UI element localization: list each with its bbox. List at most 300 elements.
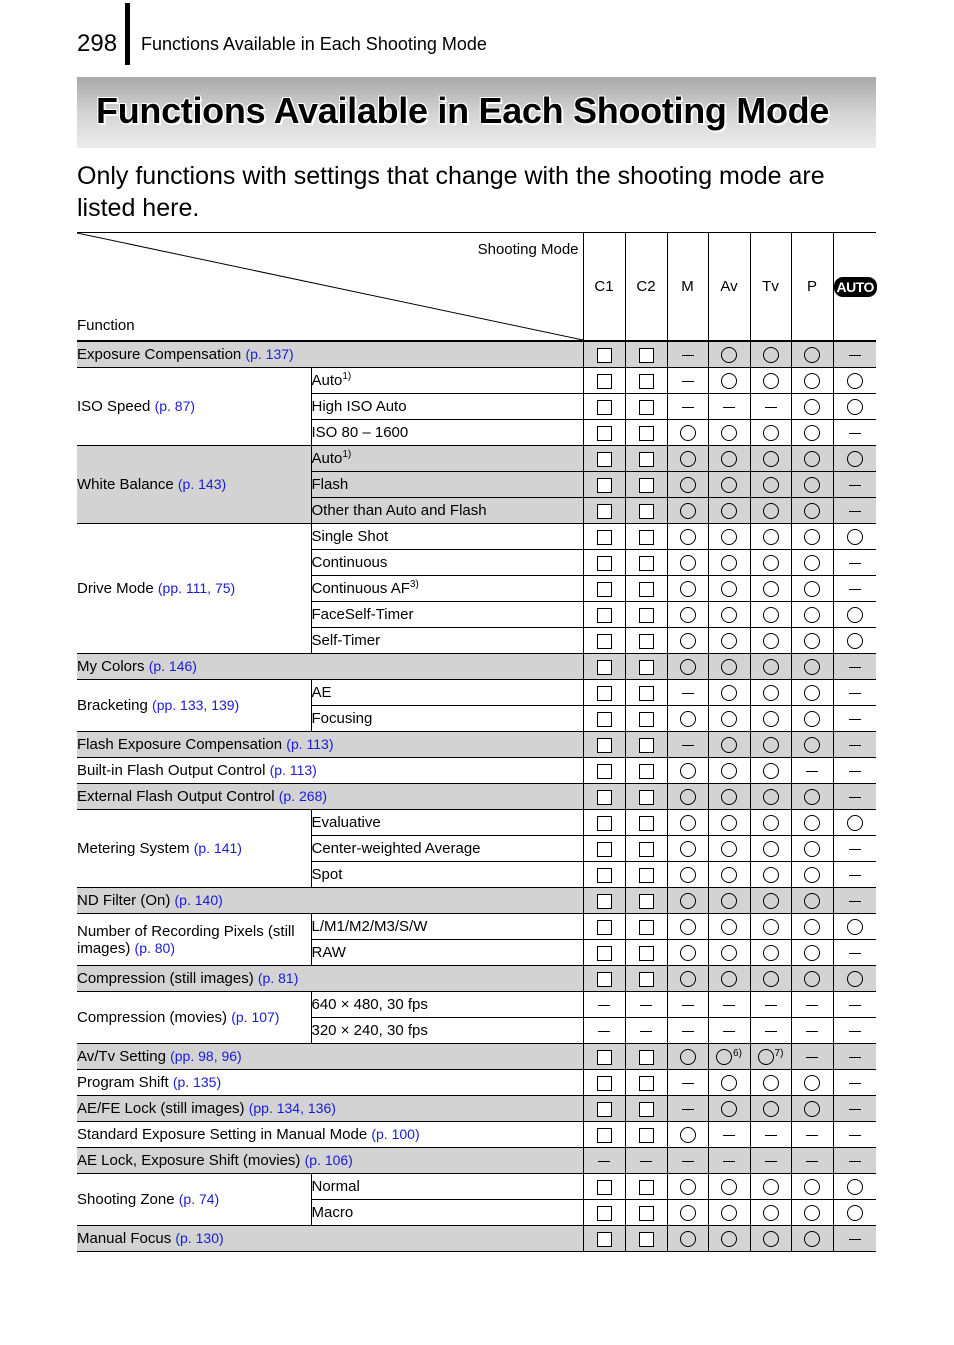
- circle-icon: [721, 763, 737, 779]
- sub-option-label: Spot: [311, 866, 343, 883]
- square-icon: [639, 972, 654, 987]
- page-reference-link[interactable]: (p. 100): [371, 1126, 420, 1142]
- sub-option-cell: [311, 810, 583, 836]
- mode-availability-cell: [833, 524, 876, 550]
- square-icon: [639, 920, 654, 935]
- sub-option-cell: [311, 1200, 583, 1226]
- mode-availability-cell: [750, 446, 791, 472]
- mode-availability-cell: [708, 966, 750, 992]
- circle-icon: [680, 425, 696, 441]
- mode-availability-cell: [791, 420, 833, 446]
- circle-icon: [721, 841, 737, 857]
- square-icon: [639, 738, 654, 753]
- mode-availability-cell: [667, 1018, 708, 1044]
- function-name-cell: [77, 1070, 583, 1096]
- mode-availability-cell: [833, 341, 876, 368]
- mode-availability-cell: [708, 1200, 750, 1226]
- dash-icon: [849, 1083, 861, 1084]
- circle-icon: [804, 659, 820, 675]
- mode-availability-cell: [791, 472, 833, 498]
- square-icon: [597, 478, 612, 493]
- mode-availability-cell: [833, 1018, 876, 1044]
- circle-icon: [763, 1205, 779, 1221]
- circle-icon: [763, 1101, 779, 1117]
- page-reference-link[interactable]: (p. 137): [245, 346, 294, 362]
- mode-availability-cell: [667, 420, 708, 446]
- function-name: White Balance: [77, 476, 174, 493]
- mode-availability-cell: [833, 472, 876, 498]
- mode-availability-cell: [791, 1122, 833, 1148]
- circle-icon: [763, 373, 779, 389]
- square-icon: [639, 1128, 654, 1143]
- sub-option-cell: [311, 628, 583, 654]
- mode-availability-cell: [750, 1096, 791, 1122]
- mode-availability-cell: [750, 602, 791, 628]
- mode-availability-cell: [625, 341, 667, 368]
- sub-option-cell: [311, 836, 583, 862]
- mode-availability-cell: [750, 1226, 791, 1252]
- page-number: 298: [77, 30, 118, 57]
- dash-icon: [682, 381, 694, 382]
- mode-availability-cell: [583, 680, 625, 706]
- function-name: Metering System: [77, 840, 190, 857]
- mode-availability-cell: [791, 1200, 833, 1226]
- circle-icon: [758, 1049, 774, 1065]
- square-icon: [639, 504, 654, 519]
- page-reference-link[interactable]: (p. 268): [278, 788, 328, 804]
- square-icon: [639, 660, 654, 675]
- square-icon: [597, 946, 612, 961]
- mode-availability-cell: [667, 602, 708, 628]
- circle-icon: [680, 451, 696, 467]
- circle-icon: [680, 503, 696, 519]
- function-name-cell: [77, 914, 311, 966]
- circle-icon: [763, 867, 779, 883]
- circle-icon: [847, 971, 863, 987]
- mode-availability-cell: [625, 940, 667, 966]
- circle-icon: [804, 789, 820, 805]
- circle-icon: [721, 659, 737, 675]
- circle-icon: [804, 893, 820, 909]
- circle-icon: [721, 1231, 737, 1247]
- circle-icon: [680, 581, 696, 597]
- dash-icon: [765, 1135, 777, 1136]
- mode-availability-cell: [625, 732, 667, 758]
- mode-availability-cell: [667, 1044, 708, 1070]
- sub-option-label: RAW: [311, 944, 346, 961]
- circle-icon: [763, 815, 779, 831]
- mode-availability-cell: [791, 368, 833, 394]
- mode-availability-cell: [750, 940, 791, 966]
- square-icon: [639, 1180, 654, 1195]
- function-name-cell: [77, 1096, 583, 1122]
- sub-option-cell: [311, 940, 583, 966]
- footnote-marker: 3): [409, 579, 419, 590]
- dash-icon: [849, 485, 861, 486]
- circle-icon: [763, 763, 779, 779]
- square-icon: [639, 842, 654, 857]
- circle-icon: [763, 971, 779, 987]
- circle-icon: [721, 373, 737, 389]
- square-icon: [639, 1050, 654, 1065]
- page-reference-link[interactable]: (p. 130): [175, 1230, 224, 1246]
- page-reference-link[interactable]: (p. 87): [154, 398, 196, 414]
- square-icon: [597, 426, 612, 441]
- mode-availability-cell: [583, 758, 625, 784]
- mode-availability-cell: [583, 888, 625, 914]
- dash-icon: [640, 1031, 652, 1032]
- mode-availability-cell: [833, 1070, 876, 1096]
- mode-availability-cell: [708, 472, 750, 498]
- mode-availability-cell: [625, 368, 667, 394]
- mode-availability-cell: [791, 524, 833, 550]
- dash-icon: [682, 1005, 694, 1006]
- square-icon: [639, 374, 654, 389]
- circle-icon: [804, 1231, 820, 1247]
- mode-availability-cell: [750, 1174, 791, 1200]
- table-row: [77, 1122, 876, 1148]
- square-icon: [639, 1076, 654, 1091]
- circle-icon: [721, 1179, 737, 1195]
- mode-availability-cell: [583, 394, 625, 420]
- dash-icon: [849, 875, 861, 876]
- square-icon: [597, 634, 612, 649]
- dash-icon: [849, 953, 861, 954]
- circle-icon: [804, 477, 820, 493]
- mode-availability-cell: [833, 1200, 876, 1226]
- dash-icon: [598, 1161, 610, 1162]
- square-icon: [639, 894, 654, 909]
- mode-availability-cell: [583, 341, 625, 368]
- sub-option-cell: [311, 1174, 583, 1200]
- circle-icon: [721, 555, 737, 571]
- square-icon: [597, 504, 612, 519]
- mode-availability-cell: [708, 836, 750, 862]
- page-reference-link[interactable]: (p. 140): [174, 892, 223, 908]
- mode-availability-cell: [750, 810, 791, 836]
- circle-icon: [680, 1127, 696, 1143]
- table-row: [77, 992, 876, 1018]
- mode-availability-cell: [667, 758, 708, 784]
- mode-availability-cell: [583, 1148, 625, 1174]
- mode-availability-cell: [667, 836, 708, 862]
- function-name-cell: [77, 888, 583, 914]
- auto-mode-icon: AUTO: [834, 277, 877, 297]
- circle-icon: [680, 1179, 696, 1195]
- square-icon: [639, 764, 654, 779]
- circle-icon: [847, 815, 863, 831]
- mode-availability-cell: [625, 602, 667, 628]
- circle-icon: [847, 607, 863, 623]
- circle-icon: [763, 1075, 779, 1091]
- mode-availability-cell: [708, 940, 750, 966]
- sub-option-label: Evaluative: [311, 814, 381, 831]
- dash-icon: [682, 1109, 694, 1110]
- table-row: [77, 888, 876, 914]
- circle-icon: [804, 1205, 820, 1221]
- mode-availability-cell: [750, 1044, 791, 1070]
- mode-availability-cell: [750, 1122, 791, 1148]
- function-name: My Colors: [77, 658, 145, 675]
- mode-availability-cell: [708, 862, 750, 888]
- mode-availability-cell: [625, 420, 667, 446]
- dash-icon: [682, 355, 694, 356]
- dash-icon: [682, 1161, 694, 1162]
- function-name-cell: [77, 732, 583, 758]
- mode-availability-cell: [791, 654, 833, 680]
- dash-icon: [598, 1031, 610, 1032]
- mode-availability-cell: [583, 784, 625, 810]
- square-icon: [639, 556, 654, 571]
- mode-availability-cell: [667, 472, 708, 498]
- mode-availability-cell: [833, 1148, 876, 1174]
- mode-availability-cell: [791, 1174, 833, 1200]
- function-name: AE Lock, Exposure Shift (movies): [77, 1152, 301, 1169]
- table-row: [77, 654, 876, 680]
- mode-availability-cell: [708, 341, 750, 368]
- circle-icon: [680, 945, 696, 961]
- dash-icon: [849, 797, 861, 798]
- dash-icon: [849, 589, 861, 590]
- mode-availability-cell: [625, 680, 667, 706]
- square-icon: [597, 452, 612, 467]
- table-row: [77, 368, 876, 394]
- page-reference-link[interactable]: (p. 81): [257, 970, 299, 986]
- table-row: [77, 1070, 876, 1096]
- square-icon: [597, 738, 612, 753]
- circle-icon: [721, 425, 737, 441]
- circle-icon: [763, 529, 779, 545]
- mode-availability-cell: [667, 1200, 708, 1226]
- dash-icon: [806, 1005, 818, 1006]
- function-name: Standard Exposure Setting in Manual Mode: [77, 1126, 368, 1143]
- circle-icon: [763, 789, 779, 805]
- square-icon: [597, 348, 612, 363]
- page-reference-link[interactable]: (p. 143): [177, 476, 227, 492]
- page-reference-link[interactable]: (p. 106): [304, 1152, 353, 1168]
- mode-availability-cell: [791, 888, 833, 914]
- mode-availability-cell: [708, 654, 750, 680]
- mode-availability-cell: [791, 784, 833, 810]
- circle-icon: [680, 815, 696, 831]
- mode-availability-cell: [625, 836, 667, 862]
- sub-option-label: High ISO Auto: [311, 398, 407, 415]
- mode-availability-cell: [791, 940, 833, 966]
- mode-availability-cell: [583, 992, 625, 1018]
- page-reference-link[interactable]: (p. 135): [172, 1074, 222, 1090]
- mode-availability-cell: [667, 940, 708, 966]
- mode-availability-cell: [833, 836, 876, 862]
- mode-availability-cell: [791, 680, 833, 706]
- page-reference-link[interactable]: (p. 146): [148, 658, 197, 674]
- function-name: Compression (still images): [77, 970, 254, 987]
- circle-icon: [804, 633, 820, 649]
- page-reference-link[interactable]: (p. 141): [193, 840, 242, 856]
- mode-availability-cell: [667, 784, 708, 810]
- mode-availability-cell: [833, 966, 876, 992]
- mode-availability-cell: [667, 1070, 708, 1096]
- function-name-cell: [77, 810, 311, 888]
- mode-availability-cell: [791, 1044, 833, 1070]
- mode-availability-cell: [708, 888, 750, 914]
- circle-icon: [804, 919, 820, 935]
- square-icon: [597, 764, 612, 779]
- dash-icon: [723, 407, 735, 408]
- mode-availability-cell: [583, 654, 625, 680]
- table-row: [77, 446, 876, 472]
- dash-icon: [849, 1109, 861, 1110]
- square-icon: [639, 478, 654, 493]
- mode-availability-cell: [667, 524, 708, 550]
- page-reference-link[interactable]: (pp. 111, 75): [157, 580, 236, 596]
- sub-option-label: Continuous: [311, 554, 388, 571]
- function-name-cell: [77, 1122, 583, 1148]
- mode-availability-cell: [625, 1122, 667, 1148]
- mode-availability-cell: [583, 524, 625, 550]
- circle-icon: [763, 607, 779, 623]
- mode-availability-cell: [667, 680, 708, 706]
- mode-availability-cell: [583, 628, 625, 654]
- sub-option-label: Focusing: [311, 710, 373, 727]
- square-icon: [597, 1076, 612, 1091]
- sub-option-label: Macro: [311, 1204, 354, 1221]
- table-row: [77, 966, 876, 992]
- circle-icon: [847, 451, 863, 467]
- mode-availability-cell: [750, 680, 791, 706]
- function-name-cell: [77, 368, 311, 446]
- sub-option-cell: [311, 524, 583, 550]
- page-reference-link[interactable]: (p. 113): [269, 762, 317, 778]
- square-icon: [597, 556, 612, 571]
- circle-icon: [721, 815, 737, 831]
- mode-availability-cell: [667, 914, 708, 940]
- dash-icon: [723, 1161, 735, 1162]
- circle-icon: [763, 425, 779, 441]
- circle-icon: [763, 347, 779, 363]
- square-icon: [639, 712, 654, 727]
- page-reference-link[interactable]: (pp. 134, 136): [248, 1100, 336, 1116]
- function-name: External Flash Output Control: [77, 788, 275, 805]
- mode-availability-cell: [625, 1174, 667, 1200]
- mode-availability-cell: [667, 368, 708, 394]
- mode-availability-cell: [708, 1070, 750, 1096]
- mode-availability-cell: [833, 706, 876, 732]
- mode-availability-cell: [833, 1174, 876, 1200]
- sub-option-cell: [311, 550, 583, 576]
- page-reference-link[interactable]: (p. 113): [286, 736, 334, 752]
- footnote-marker: 7): [774, 1047, 784, 1059]
- function-name: Program Shift: [77, 1074, 169, 1091]
- mode-availability-cell: [583, 1174, 625, 1200]
- mode-availability-cell: [583, 836, 625, 862]
- square-icon: [597, 972, 612, 987]
- circle-icon: [763, 555, 779, 571]
- mode-availability-cell: [708, 420, 750, 446]
- circle-icon: [721, 685, 737, 701]
- function-name-cell: [77, 524, 311, 654]
- square-icon: [597, 686, 612, 701]
- page-reference-link[interactable]: (p. 107): [231, 1009, 280, 1025]
- mode-availability-cell: [791, 602, 833, 628]
- square-icon: [597, 582, 612, 597]
- function-name: Av/Tv Setting: [77, 1048, 166, 1065]
- circle-icon: [847, 529, 863, 545]
- mode-availability-cell: [791, 1226, 833, 1252]
- mode-availability-cell: [625, 914, 667, 940]
- sub-option-label: Center-weighted Average: [311, 840, 481, 857]
- mode-availability-cell: [750, 498, 791, 524]
- mode-availability-cell: [791, 394, 833, 420]
- mode-availability-cell: [750, 862, 791, 888]
- dash-icon: [849, 771, 861, 772]
- circle-icon: [680, 607, 696, 623]
- mode-availability-cell: [667, 862, 708, 888]
- circle-icon: [804, 607, 820, 623]
- mode-availability-cell: [791, 862, 833, 888]
- sub-option-cell: [311, 394, 583, 420]
- circle-icon: [763, 581, 779, 597]
- dash-icon: [682, 1031, 694, 1032]
- page-reference-link[interactable]: (p. 80): [134, 939, 175, 956]
- mode-availability-cell: [583, 1226, 625, 1252]
- circle-icon: [804, 685, 820, 701]
- mode-availability-cell: [750, 550, 791, 576]
- circle-icon: [721, 919, 737, 935]
- circle-icon: [721, 893, 737, 909]
- circle-icon: [847, 399, 863, 415]
- dash-icon: [849, 719, 861, 720]
- dash-icon: [723, 1031, 735, 1032]
- sub-option-label: Flash: [311, 476, 349, 493]
- page-reference-link[interactable]: (pp. 133, 139): [152, 697, 240, 713]
- mode-availability-cell: [708, 628, 750, 654]
- circle-icon: [804, 867, 820, 883]
- dash-icon: [723, 1135, 735, 1136]
- mode-availability-cell: [583, 498, 625, 524]
- square-icon: [639, 452, 654, 467]
- mode-availability-cell: [833, 446, 876, 472]
- sub-option-label: ISO 80 – 1600: [311, 424, 409, 441]
- circle-icon: [847, 1205, 863, 1221]
- page-reference-link[interactable]: (p. 74): [178, 1191, 220, 1207]
- circle-icon: [804, 373, 820, 389]
- mode-availability-cell: [750, 836, 791, 862]
- intro-paragraph: Only functions with settings that change with the shooting mode are listed here.: [77, 162, 825, 222]
- mode-availability-cell: [791, 914, 833, 940]
- table-row: [77, 1044, 876, 1070]
- header-shooting-mode-label: Shooting Mode: [477, 241, 579, 258]
- page-reference-link[interactable]: (pp. 98, 96): [170, 1048, 242, 1064]
- circle-icon: [804, 529, 820, 545]
- banner-title: Functions Available in Each Shooting Mode: [96, 90, 830, 131]
- function-name-cell: [77, 758, 583, 784]
- table-row: [77, 1174, 876, 1200]
- square-icon: [639, 348, 654, 363]
- sub-option-cell: [311, 914, 583, 940]
- function-name: Flash Exposure Compensation: [77, 736, 283, 753]
- mode-availability-cell: [750, 394, 791, 420]
- circle-icon: [680, 659, 696, 675]
- mode-availability-cell: [833, 602, 876, 628]
- function-name-cell: [77, 784, 583, 810]
- mode-availability-cell: [750, 341, 791, 368]
- function-name: Compression (movies): [77, 1009, 228, 1026]
- mode-availability-cell: [625, 1200, 667, 1226]
- square-icon: [597, 530, 612, 545]
- function-name: Bracketing: [77, 697, 148, 714]
- circle-icon: [721, 451, 737, 467]
- table-row: [77, 341, 876, 368]
